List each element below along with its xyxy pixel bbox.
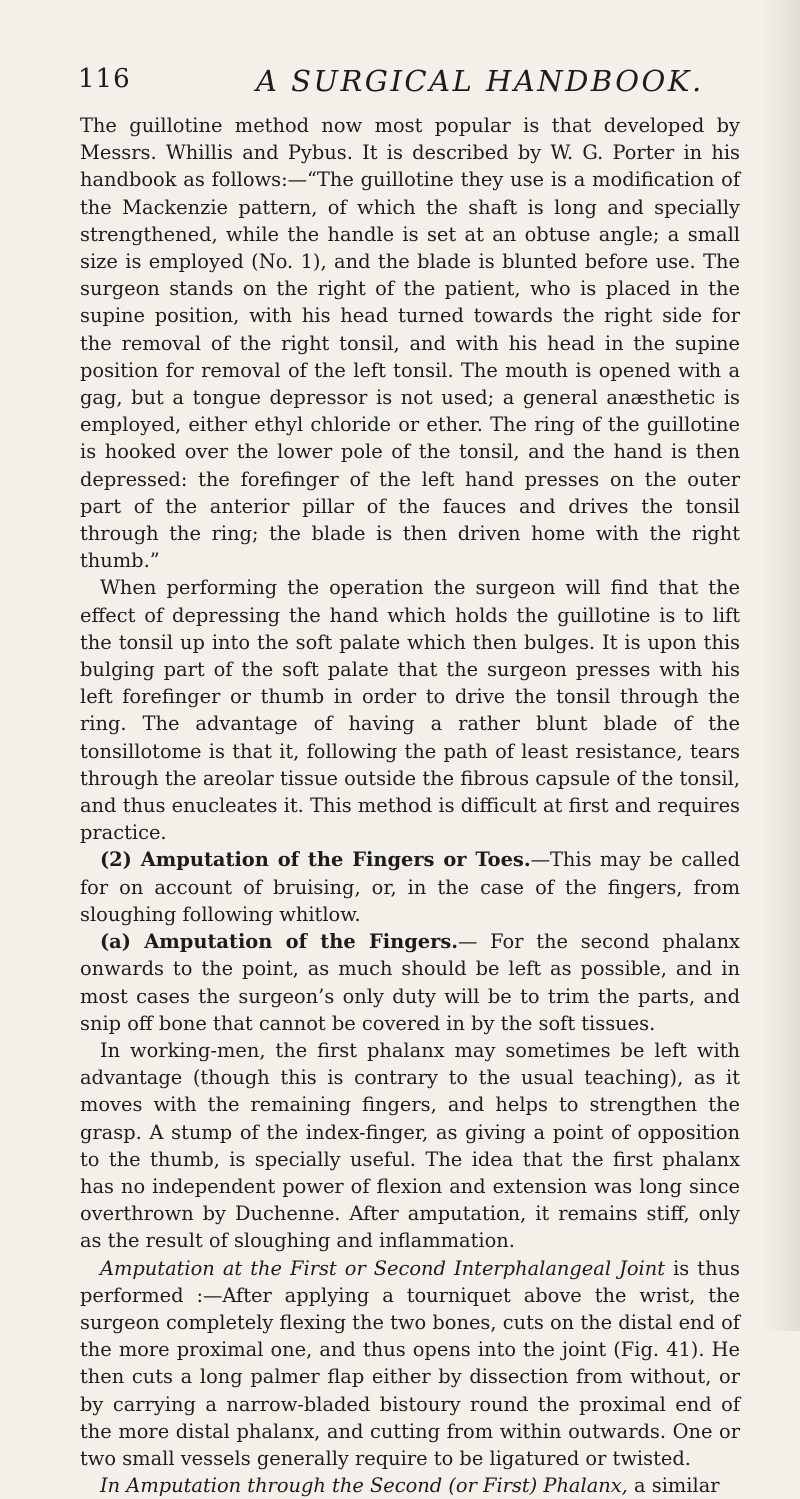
section-heading: (2) Amputation of the Fingers or Toes.: [100, 848, 531, 872]
italic-heading: Amputation at the First or Second Interphalangeal Joint: [100, 1256, 666, 1280]
paragraph-guillotine-method: The guillotine method now most popular is that developed by Messrs. Whillis and Pybus. It is described by W. G. Porter in his handbook as follows:—“The guillotine they use is a modification of the Mackenzie pattern, of which the shaft is long and specially strengthened, while the handle is set at an obtuse angle; a small size is employed (No. 1), and the blade is blunted before use. The surgeon stands on the right of the patient, who is placed in the supine position, with his head turned towards the right side for the removal of the right tonsil, and with his head in the supine position for removal of the left tonsil. The mouth is opened with a gag, but a tongue depressor is not used; a general anæsthetic is employed, either ethyl chloride or ether. The ring of the guillotine is hooked over the lower pole of the tonsil, and the hand is then depressed: the forefinger of the left hand presses on the outer part of the anterior pillar of the fauces and drives the tonsil through the ring; the blade is then driven home with the right thumb.”: [80, 114, 740, 573]
paragraph-amputation-fingers-toes: [80, 846, 740, 928]
paragraph-text: is thus performed :—After applying a tourniquet above the wrist, the surgeon completely flexing the two bones, cuts on the distal end of the more proximal one, and thus opens into the joint (Fig. 41). He then cuts a long palmer flap either by dissection from without, or by carrying a narrow-bladed bistoury round the proximal end of the more distal phalanx, and cutting from within outwards. One or two small vessels generally require to be ligatured or twisted.: [80, 1256, 740, 1470]
paragraph-second-phalanx: [80, 1472, 740, 1499]
paragraph-text: —This may be called for on account of bruising, or, in the case of the fingers, from sloughing following whitlow.: [80, 848, 740, 926]
paragraph-operation-effect: When performing the operation the surgeon will find that the effect of depressing the hand which holds the guillotine is to lift the tonsil up into the soft palate which then bulges. It is upon this bulging part of the soft palate that the surgeon presses with his left forefinger or thumb in order to drive the tonsil through the ring. The advantage of having a rather blunt blade of the tonsillotome is that it, following the path of least resistance, tears through the areolar tissue outside the fibrous capsule of the tonsil, and thus enucleates it. This method is difficult at first and requires practice.: [80, 576, 740, 845]
page-number: 116: [78, 64, 131, 94]
italic-heading: In Amputation through the Second (or First) Phalanx,: [100, 1474, 628, 1498]
section-heading: (a) Amputation of the Fingers.: [100, 930, 459, 954]
page-edge-shading: [760, 0, 800, 1331]
body-text: [80, 112, 740, 1499]
running-head: A SURGICAL HANDBOOK.: [256, 64, 704, 98]
paragraph-working-men: In working-men, the first phalanx may sometimes be left with advantage (though this is contrary to the usual teaching), as it moves with the remaining fingers, and helps to strengthen the grasp. A stump of the index-finger, as giving a point of opposition to the thumb, is specially useful. The idea that the first phalanx has no independent power of flexion and extension was long since overthrown by Duchenne. After amputation, it remains stiff, only as the result of sloughing and inflammation.: [80, 1038, 740, 1253]
paragraph-text: a similar: [627, 1474, 720, 1498]
page-header: [78, 58, 738, 98]
paragraph-text: — For the second phalanx onwards to the point, as much should be left as possible, and in most cases the surgeon’s only duty will be to trim the parts, and snip off bone that cannot be covered in by the soft tissues.: [80, 930, 740, 1035]
paragraph-interphalangeal-joint: [80, 1255, 740, 1473]
paragraph-amputation-fingers: [80, 928, 740, 1037]
